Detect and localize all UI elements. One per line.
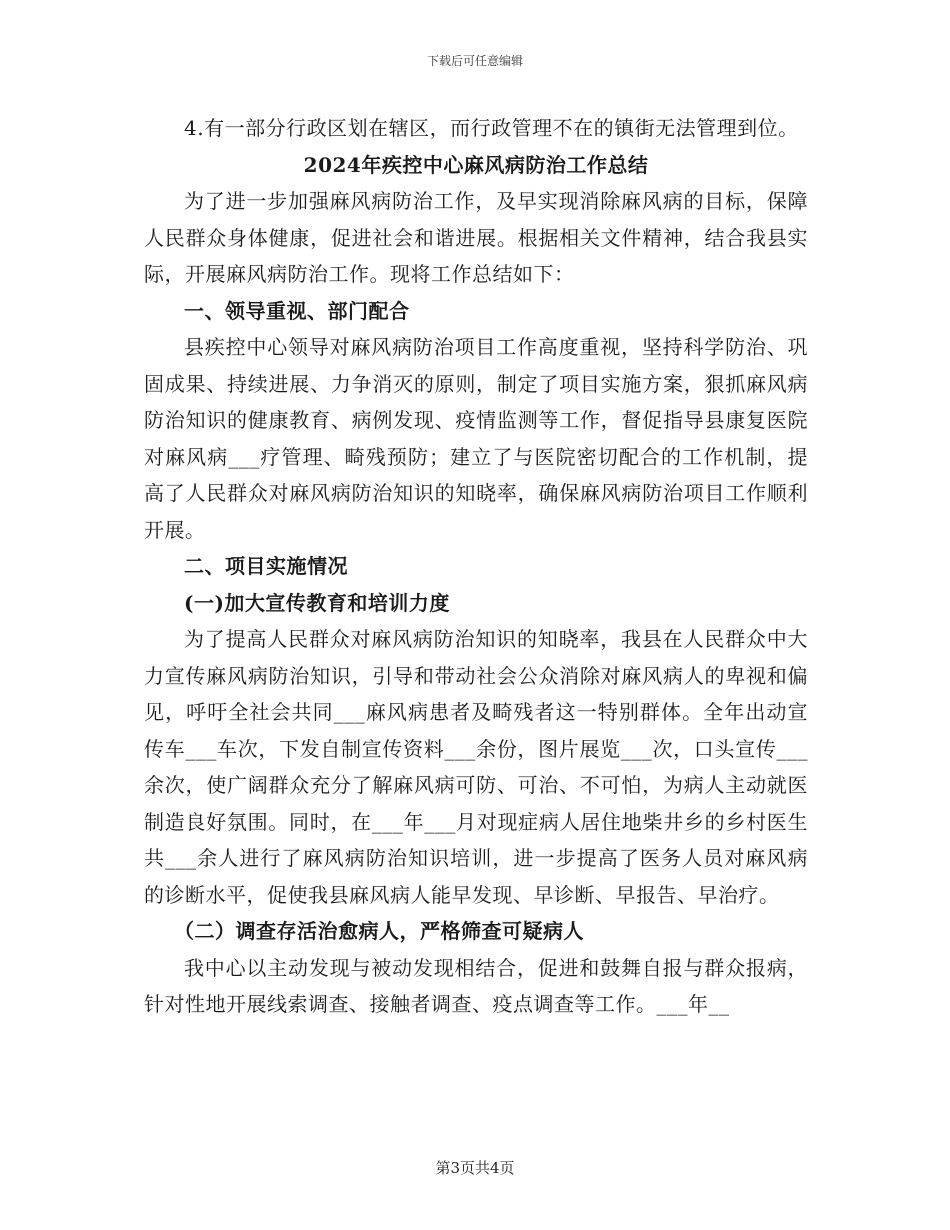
paragraph-2: 县疾控中心领导对麻风病防治项目工作高度重视，坚持科学防治、巩固成果、持续进展、力争消灭的原则，制定了项目实施方案，狠抓麻风病防治知识的健康教育、病例发现、疫情监测等工作，督促指导县康复医院对麻风病___疗管理、畸残预防；建立了与医院密切配合的工作机制，提高了人民群众对麻风病防治知识的知晓率，确保麻风病防治项目工作顺利开展。	[144, 335, 808, 542]
subsection-heading-2: （二）调查存活治愈病人，严格筛查可疑病人	[174, 919, 584, 943]
section-heading-1: 一、领导重视、部门配合	[184, 298, 410, 323]
document-title: 2024年疾控中心麻风病防治工作总结	[303, 152, 649, 177]
page-footer: 第3页共4页	[435, 1159, 515, 1177]
document-body	[144, 110, 808, 1023]
page-header: 下载后可任意编辑	[426, 54, 523, 68]
paragraph-intro: 4.有一部分行政区划在辖区，而行政管理不在的镇街无法管理到位。	[184, 116, 799, 140]
paragraph-3: 为了提高人民群众对麻风病防治知识的知晓率，我县在人民群众中大力宣传麻风病防治知识，引导和带动社会公众消除对麻风病人的卑视和偏见，呼吁全社会共同___麻风病患者及畸残者这一特别群体。全年出动宣传车___车次，下发自制宣传资料___余份，图片展览___次，口头宣传___余次，使广阔群众充分了解麻风病可防、可治、不可怕，为病人主动就医制造良好氛围。同时，在___年___月对现症病人居住地柴井乡的乡村医生共___余人进行了麻风病防治知识培训，进一步提高了医务人员对麻风病的诊断水平，促使我县麻风病人能早发现、早诊断、早报告、早治疗。	[144, 627, 808, 907]
paragraph-1: 为了进一步加强麻风病防治工作，及早实现消除麻风病的目标，保障人民群众身体健康，促进社会和谐进展。根据相关文件精神，结合我县实际，开展麻风病防治工作。现将工作总结如下：	[144, 189, 808, 286]
paragraph-4: 我中心以主动发现与被动发现相结合，促进和鼓舞自报与群众报病，针对性地开展线索调查、接触者调查、疫点调查等工作。___年__	[144, 955, 808, 1016]
subsection-heading-1: (一)加大宣传教育和培训力度	[184, 590, 450, 615]
section-heading-2: 二、项目实施情况	[184, 554, 348, 578]
